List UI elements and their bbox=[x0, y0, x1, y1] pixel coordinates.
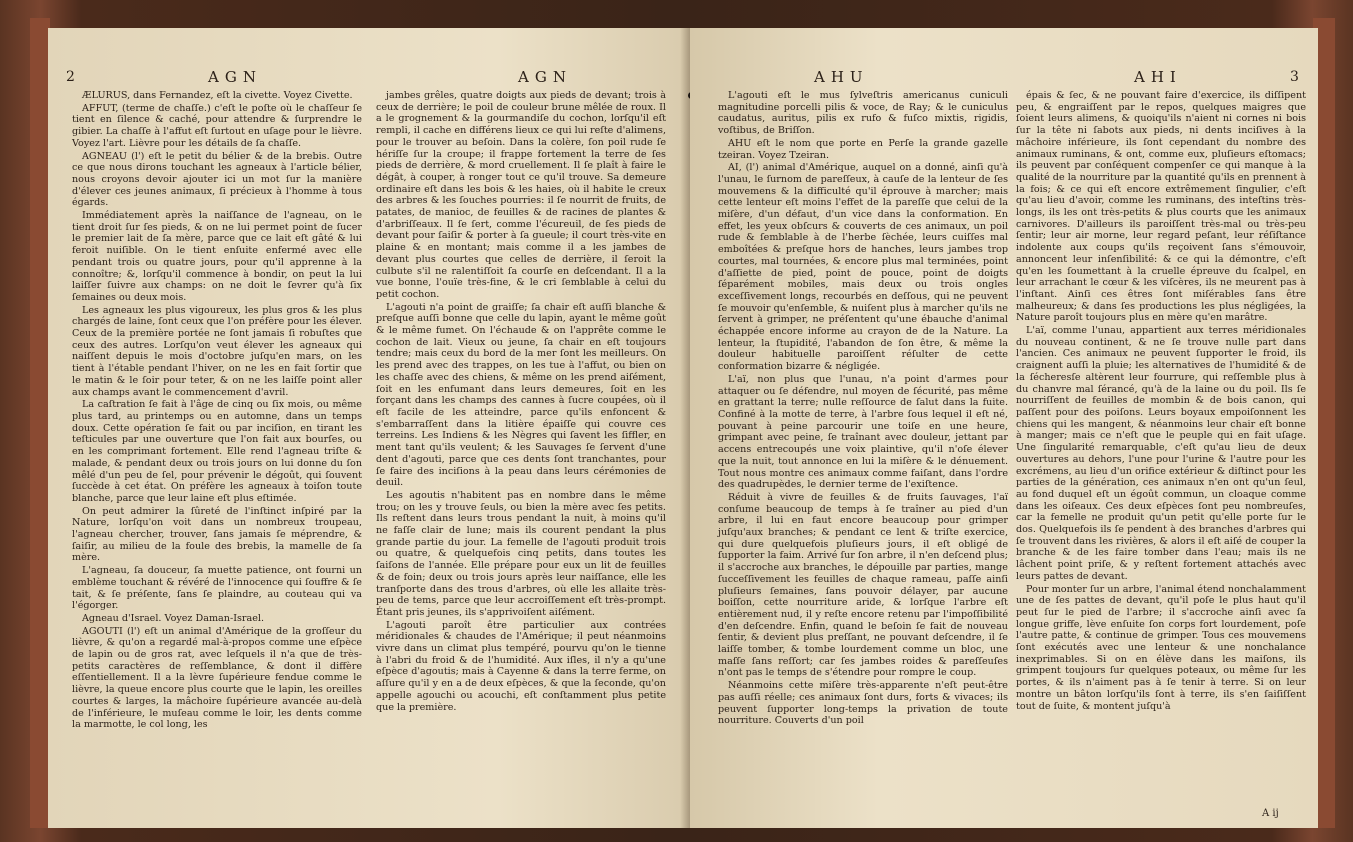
paragraph: épais & ſec, & ne pouvant faire d'exercice, ils diſſipent peu, & engraiſſent par le repos, quelques maigres que ſoient leurs alimens, & quoiqu'ils n'aient ni cornes ni bois ſur la tête ni ſabots aux pieds, ni dents inciſives à la mâchoire inférieure, ils ſont cependant du nombre des animaux ruminans, & ont, comme eux, pluſieurs eſtomacs; ils peuvent par conſéquent compenſer ce qui manque à la qualité de la nourriture par la quantité qu'ils en prennent à la fois; & ce qui eſt encore extrêmement ſingulier, c'eſt qu'au lieu d'avoir, comme les ruminans, des inteſtins très-longs, ils les ont très-petits & plus courts que les animaux carnivores. D'ailleurs ils paroiſſent très-mal ou très-peu ſentir; leur air morne, leur regard peſant, leur réſiſtance indolente aux coups qu'ils reçoivent ſans s'émouvoir, annoncent leur inſenſibilité: & ce qui la démontre, c'eſt qu'en les ſoumettant à la cruelle épreuve du ſcalpel, en leur arrachant le cœur & les viſcères, ils ne meurent pas à l'inſtant. Ainſi ces êtres ſont miſérables ſans être malheureux; & dans ſes productions les plus négligées, la Nature paroît toujours plus en mère qu'en marâtre. bbox=[1016, 90, 1306, 324]
paragraph: AFFUT, (terme de chaſſe.) c'eſt le poſte où le chaſſeur ſe tient en ſilence & caché, pour attendre & ſurprendre le gibier. La chaſſe à l'affut eſt ſurtout en uſage pour le lièvre. Voyez l'art. Lièvre pour les détails de ſa chaſſe. bbox=[72, 102, 362, 149]
paragraph: Pour monter ſur un arbre, l'animal étend nonchalamment une de ſes pattes de devant, qu'il poſe le plus haut qu'il peut ſur le pied de l'arbre; il s'accroche ainſi avec ſa longue griffe, lève enſuite ſon corps fort lourdement, poſe l'autre patte, & continue de grimper. Tous ces mouvemens ſont exécutés avec une lenteur & une nonchalance inexprimables. Si on en élève dans les maiſons, ils grimpent toujours ſur quelques poteaux, ou même ſur les portes, & ils n'aiment pas à ſe tenir à terre. Si on leur montre un bâton lorſqu'ils ſont à terre, ils s'en ſaiſiſſent tout de ſuite, & montent juſqu'à bbox=[1016, 583, 1306, 712]
text-column-right bbox=[1016, 90, 1306, 713]
paragraph: AHU eſt le nom que porte en Perſe la grande gazelle tzeiran. Voyez Tzeiran. bbox=[718, 137, 1008, 161]
paragraph: AI, (l') animal d'Amérique, auquel on a donné, ainſi qu'à l'unau, le ſurnom de pareſſeux, à cauſe de la lenteur de ſes mouvemens & la difficulté qu'il éprouve à marcher; mais cette lenteur eſt moins l'effet de la pareſſe que celui de la miſère, d'un défaut, d'un vice dans la conformation. En effet, les yeux obſcurs & couverts de ces animaux, un poil rude & ſemblable à de l'herbe ſèchée, leurs cuiſſes mal emboîtées & preſque hors de hanches, leurs jambes trop courtes, mal tournées, & encore plus mal terminées, point d'aſſiette de pied, point de pouce, point de doigts ſéparément mobiles, mais deux ou trois ongles exceſſivement longs, recourbés en deſſous, qui ne peuvent ſe mouvoir qu'enſemble, & nuiſent plus à marcher qu'ils ne ſervent à grimper, ne préſentent qu'une ébauche d'animal échappée encore informe au crayon de de la Nature. La lenteur, la ſtupidité, l'abandon de ſon être, & même la douleur habituelle paroiſſent réſulter de cette conformation bizarre & négligée. bbox=[718, 162, 1008, 373]
cover-board-left bbox=[30, 18, 50, 828]
running-head: AHI bbox=[1134, 68, 1182, 86]
paragraph: L'agneau, ſa douceur, ſa muette patience, ont fourni un emblème touchant & révéré de l'innocence qui ſouffre & ſe tait, & ſe préſente, ſans ſe plaindre, au couteau qui va l'égorger. bbox=[72, 565, 362, 612]
paragraph: La caſtration ſe fait à l'âge de cinq ou ſix mois, ou même plus tard, au printemps ou en automne, dans un temps doux. Cette opération ſe fait ou par inciſion, en tirant les teſticules par une ouverture que l'on fait aux bourſes, ou en les comprimant fortement. Elle rend l'agneau triſte & malade, & pendant deux ou trois jours on lui donne du ſon mêlé d'un peu de ſel, pour prévenir le dégoût, qui ſouvent ſuccède à cet état. On préfère les agneaux à toiſon toute blanche, parce que leur laine eſt plus eſtimée. bbox=[72, 399, 362, 504]
paragraph: L'agouti eſt le mus ſylveſtris americanus cuniculi magnitudine porcelli pilis & voce, de Ray; & le cuniculus caudatus, auritus, pilis ex rufo & fuſco mixtis, rigidis, voſtibus, de Briſſon. bbox=[718, 90, 1008, 137]
running-head: AGN bbox=[518, 68, 572, 86]
paragraph: AGOUTI (l') eſt un animal d'Amérique de la groſſeur du lièvre, & qu'on a regardé mal-à-propos comme une eſpèce de lapin ou de gros rat, avec leſquels il n'a que de très-petits caractères de reſſemblance, & dont il diffère eſſentiellement. Il a la lèvre ſupérieure fendue comme le lièvre, la queue encore plus courte que le lapin, les oreilles courtes & larges, la mâchoire ſupérieure avancée au-delà de l'inférieure, le muſeau comme le loir, les dents comme la marmotte, le col long, les bbox=[72, 625, 362, 731]
paragraph: jambes grêles, quatre doigts aux pieds de devant; trois à ceux de derrière; le poil de couleur brune mêlée de roux. Il a le grognement & la gourmandiſe du cochon, lorſqu'il eſt rempli, il cache en différens lieux ce qui lui reſte d'alimens, pour le trouver au beſoin. Dans la colère, ſon poil rude ſe hériſſe ſur la croupe; il frappe fortement la terre de ſes pieds de derrière, & mord cruellement. Il ſe plaît à faire le dégât, à couper, à ronger tout ce qu'il trouve. Sa demeure ordinaire eſt dans les bois & les haies, où il habite le creux des arbres & les ſouches pourries: il ſe nourrit de fruits, de patates, de manioc, de feuilles & de racines de plantes & d'arbriſſeaux. Il ſe ſert, comme l'écureuil, de ſes pieds de devant pour ſaiſir & porter à ſa gueule; il court très-vite en plaine & en montant; mais comme il a les jambes de devant plus courtes que celles de derrière, il ſeroit la culbute s'il ne ralentiſſoit ſa courſe en deſcendant. Il a la vue bonne, l'ouïe très-fine, & le cri ſemblable à celui du petit cochon. bbox=[376, 90, 666, 300]
text-column-left bbox=[718, 90, 1008, 728]
running-head: AGN bbox=[208, 68, 262, 86]
page-number: 3 bbox=[1290, 69, 1299, 85]
left-page bbox=[48, 28, 690, 828]
paragraph: Les agneaux les plus vigoureux, les plus gros & les plus chargés de laine, ſont ceux que l'on préfère pour les élever. Ceux de la première portée ne ſont jamais ſi robuſtes que ceux des autres. Lorſqu'on veut élever les agneaux qui naiſſent depuis le mois d'octobre juſqu'en mars, on les tient à l'étable pendant l'hiver, on ne les en fait ſortir que le matin & le ſoir pour teter, & on ne les laiſſe point aller aux champs avant le commencement d'avril. bbox=[72, 304, 362, 398]
paragraph: ÆLURUS, dans Fernandez, eſt la civette. Voyez Civette. bbox=[82, 90, 353, 101]
paragraph: On peut admirer la ſûreté de l'inſtinct inſpiré par la Nature, lorſqu'on voit dans un nombreux troupeau, l'agneau chercher, trouver, ſans jamais ſe méprendre, & ſaiſir, au milieu de la foule des brebis, la mamelle de ſa mère. bbox=[72, 505, 362, 564]
paragraph: L'agouti paroît être particulier aux contrées méridionales & chaudes de l'Amérique; il peut néanmoins vivre dans un climat plus tempéré, pourvu qu'on le tienne à l'abri du froid & de l'humidité. Aux iſles, il n'y a qu'une eſpèce d'agoutis; mais à Cayenne & dans la terre ferme, on aſſure qu'il y en a de deux eſpèces, & que la ſeconde, qu'on appelle agouchi ou acouchi, eſt conſtamment plus petite que la première. bbox=[376, 619, 666, 713]
right-page bbox=[690, 28, 1318, 828]
paragraph: Néanmoins cette miſère très-apparente n'eſt peut-être pas auſſi réelle; ces animaux ſont durs, forts & vivaces; ils peuvent ſupporter long-temps la privation de toute nourriture. Couverts d'un poil bbox=[718, 680, 1008, 727]
paragraph: AGNEAU (l') eſt le petit du bélier & de la brebis. Outre ce que nous dirons touchant les agneaux à l'article bélier, nous croyons devoir ajouter ici un mot ſur la manière d'élever ces jeunes animaux, ſi précieux à l'homme à tous égards. bbox=[72, 150, 362, 209]
text-column-left bbox=[72, 90, 362, 732]
paragraph: Agneau d'Israel. Voyez Daman-Israel. bbox=[82, 612, 265, 624]
text-column-right bbox=[376, 90, 666, 714]
paragraph: Les agoutis n'habitent pas en nombre dans le même trou; on les y trouve ſeuls, ou bien la mère avec ſes petits. Ils reſtent dans leurs trous pendant la nuit, à moins qu'il ne faſſe clair de lune; mais ils courent pendant la plus grande partie du jour. La femelle de l'agouti produit trois ou quatre, & quelquefois cinq petits, dans toutes les ſaiſons de l'année. Elle prépare pour eux un lit de feuilles & de foin; deux ou trois jours après leur naiſſance, elle les tranſporte dans des trous d'arbres, où elle les allaite très-peu de tems, parce que leur accroiſſement eſt très-prompt. Étant pris jeunes, ils s'apprivoiſent aiſément. bbox=[376, 489, 666, 618]
paragraph: Réduit à vivre de feuilles & de fruits ſauvages, l'aï conſume beaucoup de temps à ſe traîner au pied d'un arbre, il lui en faut encore beaucoup pour grimper juſqu'aux branches; & pendant ce lent & triſte exercice, qui dure quelquefois pluſieurs jours, il eſt obligé de ſupporter la faim. Arrivé ſur ſon arbre, il n'en deſcend plus; il s'accroche aux branches, le dépouille par parties, mange ſucceſſivement les feuilles de chaque rameau, paſſe ainſi pluſieurs ſemaines, ſans pouvoir délayer, par aucune boiſſon, cette nourriture aride, & lorſque l'arbre eſt entièrement nud, il y reſte encore retenu par l'impoſſibilité d'en deſcendre. Enfin, quand le beſoin ſe fait de nouveau ſentir, & devient plus preſſant, ne pouvant deſcendre, il ſe laiſſe tomber, & tombe lourdement comme un bloc, une maſſe ſans reſſort; car ſes jambes roides & pareſſeuſes n'ont pas le temps de s'étendre pour rompre le coup. bbox=[718, 491, 1008, 679]
paragraph: L'agouti n'a point de graiſſe; ſa chair eſt auſſi blanche & preſque auſſi bonne que celle du lapin, ayant le même goût & le même fumet. On l'échaude & on l'apprête comme le cochon de lait. Vieux ou jeune, ſa chair en eſt toujours tendre; mais ceux du bord de la mer ſont les meilleurs. On les prend avec des trappes, on les tue à l'affut, ou bien on les chaſſe avec des chiens, & même on les prend aiſément, ſoit en les enfumant dans leurs demeures, ſoit en les forçant dans les champs des cannes à ſucre coupées, où il eſt facile de les atteindre, parce qu'ils enfoncent & s'embarraſſent dans la litière épaiſſe qui couvre ces terreins. Les Indiens & les Nègres qui ſavent les ſiffler, en ment tant qu'ils veulent; & les Sauvages ſe ſervent d'une dent d'agouti, parce que ces dents ſont tranchantes, pour ſe faire des inciſions à la peau dans leurs cérémonies de deuil. bbox=[376, 301, 666, 489]
signature-mark: A ij bbox=[1262, 808, 1279, 819]
paragraph: L'aï, non plus que l'unau, n'a point d'armes pour attaquer ou ſe défendre, nul moyen de ſécurité, pas même en grattant la terre; nulle reſſource de ſalut dans la fuite. Confiné à la motte de terre, à l'arbre ſous lequel il eſt né, pouvant à peine parcourir une toiſe en une heure, grimpant avec peine, ſe traînant avec douleur, jettant par accens entrecoupés une voix plaintive, qu'il n'oſe élever que la nuit, tout annonce en lui la miſère & le dénuement. Tout nous montre ces animaux comme faiſant, dans l'ordre des quadrupèdes, le dernier terme de l'exiſtence. bbox=[718, 373, 1008, 491]
paragraph: L'aï, comme l'unau, appartient aux terres méridionales du nouveau continent, & ne ſe trouve nulle part dans l'ancien. Ces animaux ne peuvent ſupporter le froid, ils craignent auſſi la pluie; les alternatives de l'humidité & de la ſécheresſe altèrent leur fourrure, qui reſſemble plus à du chanvre mal ſérancé, qu'à de la laine ou du poil. Ils ſe nourriſſent de feuilles de mombin & de bois canon, qui paſſent pour des poiſons. Leurs boyaux empoiſonnent les chiens qui les mangent, & néanmoins leur chair eſt bonne à manger; mais ce n'eſt que le peuple qui en fait uſage. Une ſingularité remarquable, c'eſt qu'au lieu de deux ouvertures au dehors, l'une pour l'urine & l'autre pour les excrémens, au lieu d'un orifice extérieur & diſtinct pour les parties de la génération, ces animaux n'en ont qu'un ſeul, au fond duquel eſt un égoût commun, un cloaque comme dans les oiſeaux. Ces deux eſpèces ſont peu nombreuſes, car la femelle ne produit qu'un petit qu'elle porte ſur le dos. Quelquefois ils ſe pendent à des branches d'arbres qui ſe trouvent dans les rivières, & alors il eſt aiſé de couper la branche & de les faire tomber dans l'eau; mais ils ne lâchent point priſe, & y reſtent fortement attachés avec leurs pattes de devant. bbox=[1016, 325, 1306, 582]
running-head: AHU bbox=[814, 68, 869, 86]
page-number: 2 bbox=[66, 69, 75, 85]
paragraph: Immédiatement après la naiſſance de l'agneau, on le tient droit ſur ſes pieds, & on ne lui permet point de ſucer le premier lait de ſa mère, parce que ce lait eſt gâté & lui feroit nuiſible. On le tient enſuite enfermé avec elle pendant trois ou quatre jours, pour qu'il apprenne à la connoître; &, lorſqu'il commence à bondir, on peut la lui laiſſer ſuivre aux champs: on ne doit le ſevrer qu'à ſix ſemaines ou deux mois. bbox=[72, 210, 362, 303]
